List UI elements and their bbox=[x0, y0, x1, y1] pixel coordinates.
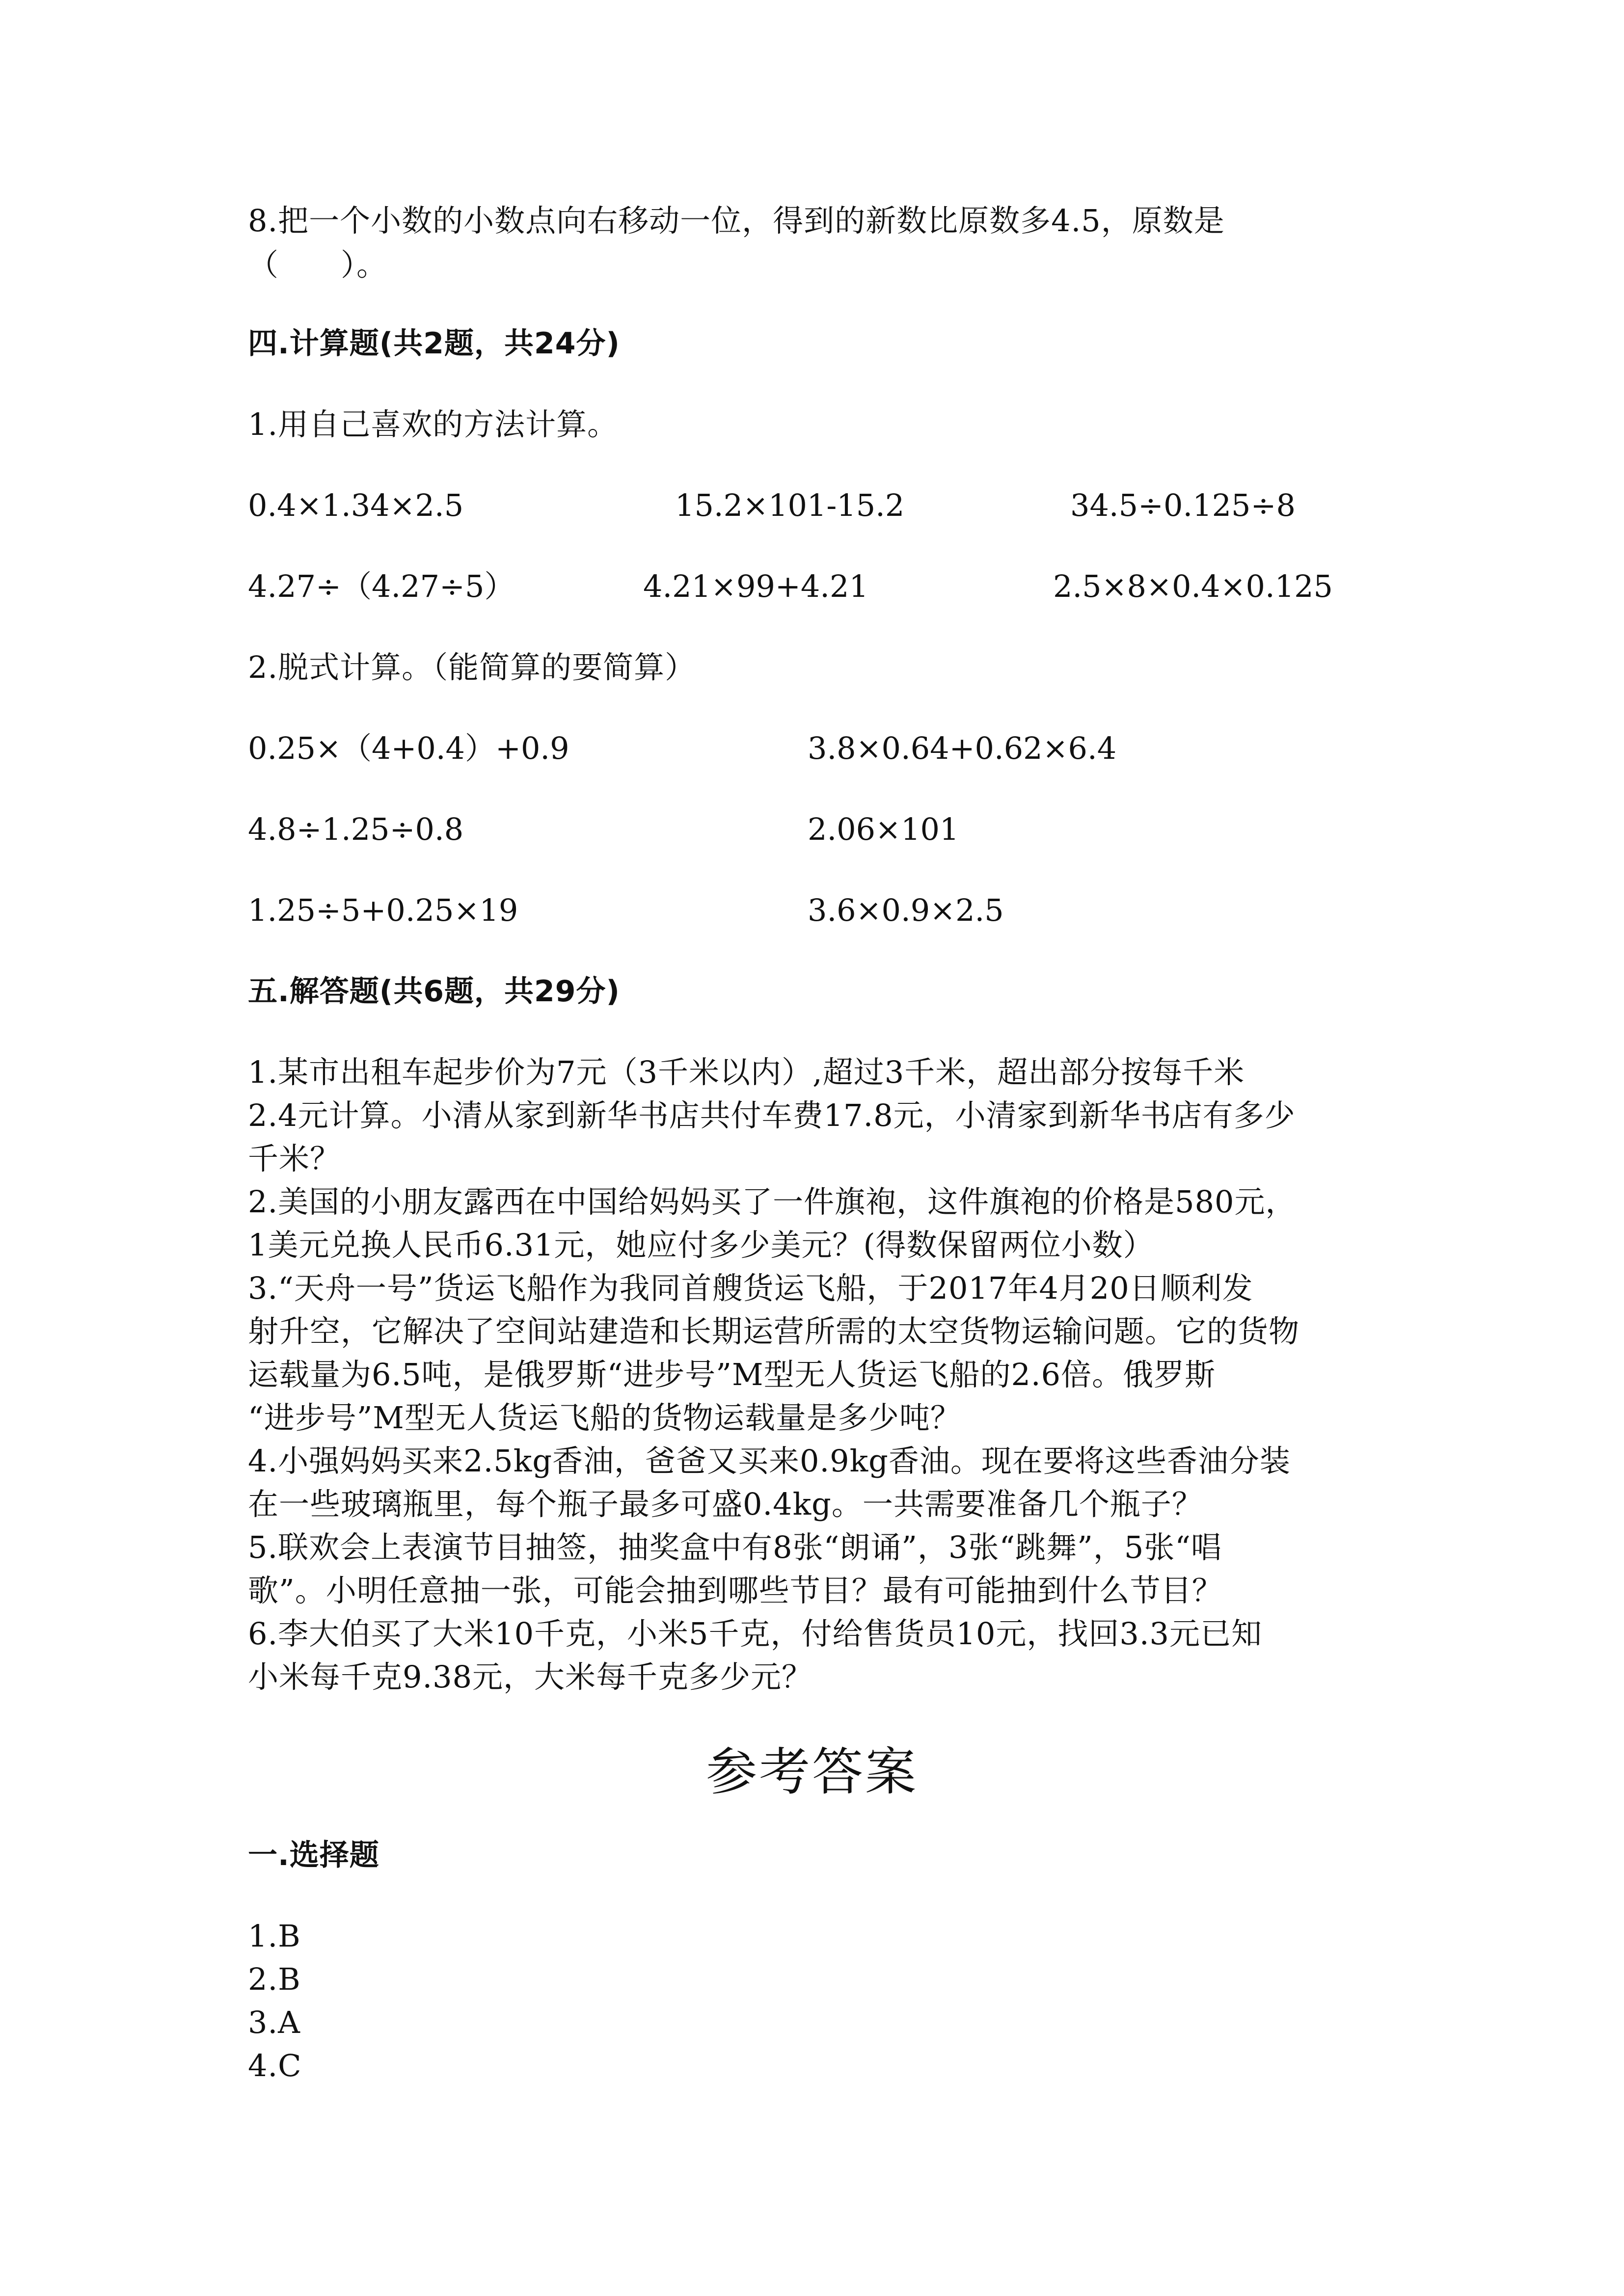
answer-item: 1.B bbox=[248, 1918, 301, 1954]
calc-expression: 15.2×101-15.2 bbox=[675, 487, 905, 523]
calc-expression: 3.6×0.9×2.5 bbox=[808, 892, 1004, 928]
section-5-text-line: 1.某市出租车起步价为7元（3千米以内）,超过3千米，超出部分按每千米 bbox=[248, 1054, 1245, 1090]
section-5-text-line: 5.联欢会上表演节目抽签，抽奖盒中有8张“朗诵”，3张“跳舞”，5张“唱 bbox=[248, 1529, 1222, 1565]
calc-expression: 2.5×8×0.4×0.125 bbox=[1053, 568, 1333, 604]
calc-expression: 0.4×1.34×2.5 bbox=[248, 487, 464, 523]
section-5-text-line: 在一些玻璃瓶里，每个瓶子最多可盛0.4kg。一共需要准备几个瓶子？ bbox=[248, 1486, 1203, 1522]
section-5-text-line: 运载量为6.5吨，是俄罗斯“进步号”M型无人货运飞船的2.6倍。俄罗斯 bbox=[248, 1357, 1216, 1392]
section-5-text-line: 4.小强妈妈买来2.5kg香油，爸爸又买来0.9kg香油。现在要将这些香油分装 bbox=[248, 1443, 1291, 1479]
section-5-text-line: 歌”。小明任意抽一张，可能会抽到哪些节目？最有可能抽到什么节目？ bbox=[248, 1573, 1223, 1608]
answer-item: 3.A bbox=[248, 2004, 300, 2040]
calc-expression: 4.27÷（4.27÷5） bbox=[248, 568, 515, 604]
question-8-line-1: 8.把一个小数的小数点向右移动一位，得到的新数比原数多4.5，原数是 bbox=[248, 203, 1225, 239]
calc-expression: 34.5÷0.125÷8 bbox=[1070, 487, 1296, 523]
section-4-q2-title: 2.脱式计算。（能简算的要简算） bbox=[248, 649, 696, 685]
section-4-q1-title: 1.用自己喜欢的方法计算。 bbox=[248, 406, 619, 442]
calc-expression: 1.25÷5+0.25×19 bbox=[248, 892, 518, 928]
section-5-text-line: 6.李大伯买了大米10千克，小米5千克，付给售货员10元，找回3.3元已知 bbox=[248, 1616, 1262, 1652]
section-5-text-line: 3.“天舟一号”货运飞船作为我同首艘货运飞船，于2017年4月20日顺利发 bbox=[248, 1270, 1253, 1306]
section-5-text-line: 小米每千克9.38元，大米每千克多少元？ bbox=[248, 1659, 813, 1695]
calc-expression: 0.25×（4+0.4）+0.9 bbox=[248, 730, 569, 766]
section-5-text-line: 2.4元计算。小清从家到新华书店共付车费17.8元，小清家到新华书店有多少 bbox=[248, 1097, 1296, 1133]
section-5-text-line: 千米？ bbox=[248, 1141, 341, 1176]
section-5-text-line: 1美元兑换人民币6.31元，她应付多少美元？(得数保留两位小数） bbox=[248, 1227, 1154, 1263]
section-4-heading: 四.计算题(共2题，共24分) bbox=[248, 326, 620, 361]
answers-section-1-heading: 一.选择题 bbox=[248, 1838, 379, 1872]
answer-item: 2.B bbox=[248, 1961, 301, 1997]
section-5-heading: 五.解答题(共6题，共29分) bbox=[248, 974, 620, 1009]
question-8-line-2: （ ）。 bbox=[248, 247, 388, 283]
calc-expression: 2.06×101 bbox=[808, 811, 959, 847]
section-5-text-line: 2.美国的小朋友露西在中国给妈妈买了一件旗袍，这件旗袍的价格是580元， bbox=[248, 1184, 1297, 1220]
section-5-text-line: “进步号”M型无人货运飞船的货物运载量是多少吨？ bbox=[248, 1400, 961, 1436]
answers-title: 参考答案 bbox=[705, 1742, 918, 1802]
answer-item: 4.C bbox=[248, 2048, 302, 2083]
calc-expression: 3.8×0.64+0.62×6.4 bbox=[808, 730, 1117, 766]
calc-expression: 4.21×99+4.21 bbox=[643, 568, 868, 604]
section-5-text-line: 射升空，它解决了空间站建造和长期运营所需的太空货物运输问题。它的货物 bbox=[248, 1313, 1300, 1349]
calc-expression: 4.8÷1.25÷0.8 bbox=[248, 811, 464, 847]
